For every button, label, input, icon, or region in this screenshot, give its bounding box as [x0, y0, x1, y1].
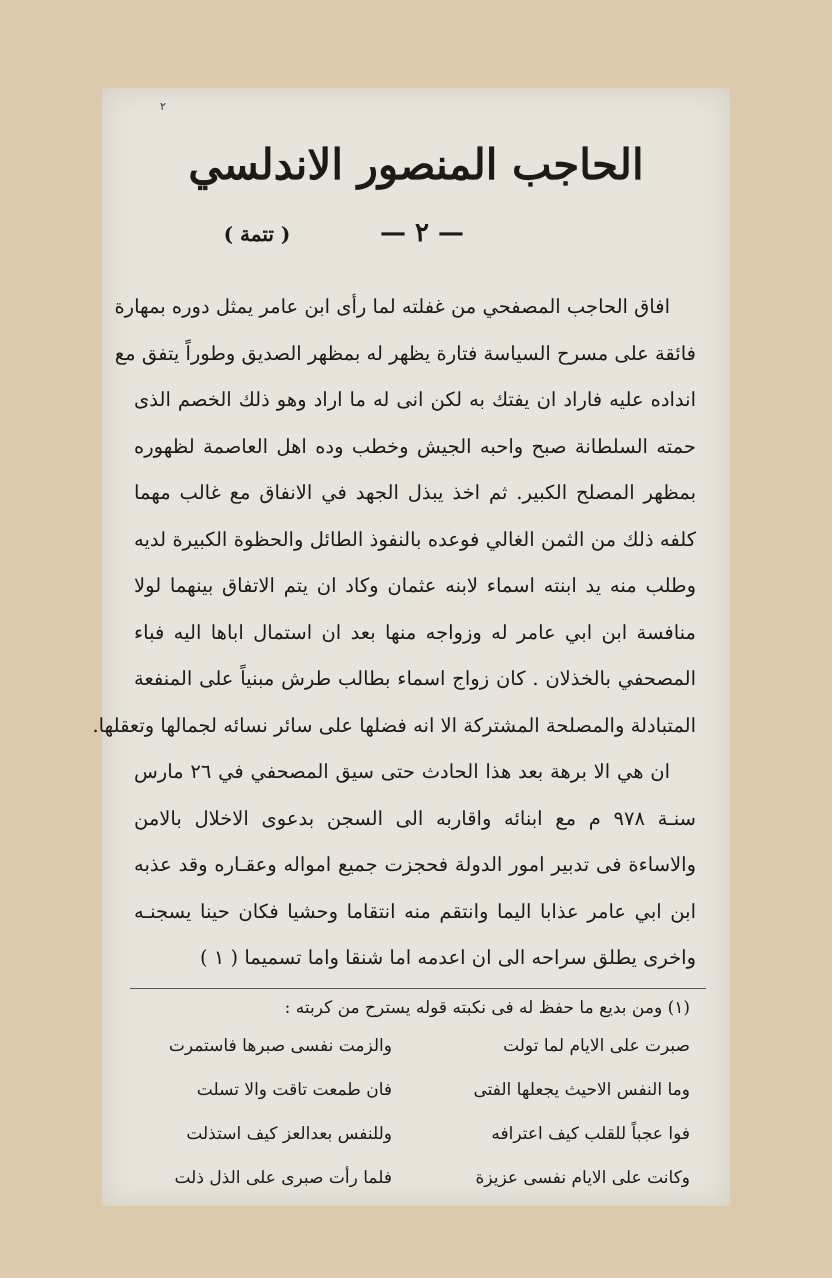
footnote-intro: (١) ومن بديع ما حفظ له فى نكبته قوله يسترح من كربته :	[284, 998, 690, 1018]
page-number: ٢	[160, 100, 166, 113]
page-title: الحاجب المنصور الاندلسي	[188, 140, 644, 189]
body-line: واخرى يطلق سراحه الى ان اعدمه اما شنقا واما تسميما ( ١ )	[200, 946, 696, 969]
body-line: حمته السلطانة صبح واحبه الجيش وخطب وده اهل العاصمة لظهوره	[134, 434, 696, 458]
body-line: انداده عليه فاراد ان يفتك به لكن انى له ما اراد وهو ذلك الخصم الذى	[134, 388, 696, 411]
verse-second-hemistich: فلما رأت صبرى على الذل ذلت	[174, 1168, 392, 1188]
poem-verse	[142, 1036, 690, 1080]
body-line: كلفه ذلك من الثمن الغالي فوعده بالنفوذ الطائل والحظوة الكبيرة لديه	[134, 527, 696, 551]
poem-verse	[142, 1124, 690, 1168]
verse-second-hemistich: وللنفس بعدالعز كيف استذلت	[186, 1124, 392, 1144]
body-line: والاساءة فى تدبير امور الدولة فحجزت جميع امواله وعقـاره وقد عذبه	[134, 853, 696, 876]
poem-verse	[142, 1080, 690, 1124]
verse-first-hemistich: صبرت على الايام لما تولت	[503, 1036, 690, 1056]
body-text	[92, 284, 697, 982]
footnote-divider	[130, 988, 706, 989]
body-line: منافسة ابن ابي عامر له وزواجه منها بعد ان استمال اباها اليه فباء	[134, 620, 696, 644]
body-line: ان هي الا برهة بعد هذا الحادث حتى سيق المصحفي في ٢٦ مارس	[134, 760, 671, 783]
verse-second-hemistich: والزمت نفسى صبرها فاستمرت	[168, 1036, 392, 1056]
body-line: وطلب منه يد ابنته اسماء لابنه عثمان وكاد ان يتم الاتفاق بينهما لولا	[134, 574, 696, 597]
body-line: المتبادلة والمصلحة المشتركة الا انه فضلها على سائر نسائه لجمالها وتعقلها.	[92, 713, 696, 737]
verse-first-hemistich: وما النفس الاحيث يجعلها الفتى	[473, 1080, 690, 1100]
verse-first-hemistich: وكانت على الايام نفسى عزيزة	[475, 1168, 690, 1188]
body-line: ابن ابي عامر عذابا اليما وانتقم منه انتقاما وحشيا فكان حينا يسجنـه	[134, 899, 696, 923]
body-line: سنـة ٩٧٨ م مع ابنائه واقاربه الى السجن بدعوى الاخلال بالامن	[134, 806, 697, 830]
book-page	[92, 88, 730, 1206]
part-number: — ٢ —	[379, 218, 465, 248]
verse-second-hemistich: فان طمعت تاقت والا تسلت	[196, 1080, 392, 1100]
body-line: بمظهر المصلح الكبير. ثم اخذ يبذل الجهد في الانفاق مع غالب مهما	[134, 481, 696, 504]
footnote-poem	[142, 1036, 690, 1212]
verse-first-hemistich: فوا عجباً للقلب كيف اعترافه	[491, 1124, 690, 1144]
poem-verse	[142, 1168, 690, 1212]
continued-label: ( تتمة )	[223, 222, 291, 246]
body-line: افاق الحاجب المصفحي من غفلته لما رأى ابن عامر يمثل دوره بمهارة	[114, 295, 670, 318]
body-line: المصحفي بالخذلان . كان زواج اسماء بطالب طرش مبنياً على المنفعة	[134, 667, 696, 690]
body-line: فائقة على مسرح السياسة فتارة يظهر له بمظهر الصديق وطوراً يتفق مع	[114, 341, 696, 365]
